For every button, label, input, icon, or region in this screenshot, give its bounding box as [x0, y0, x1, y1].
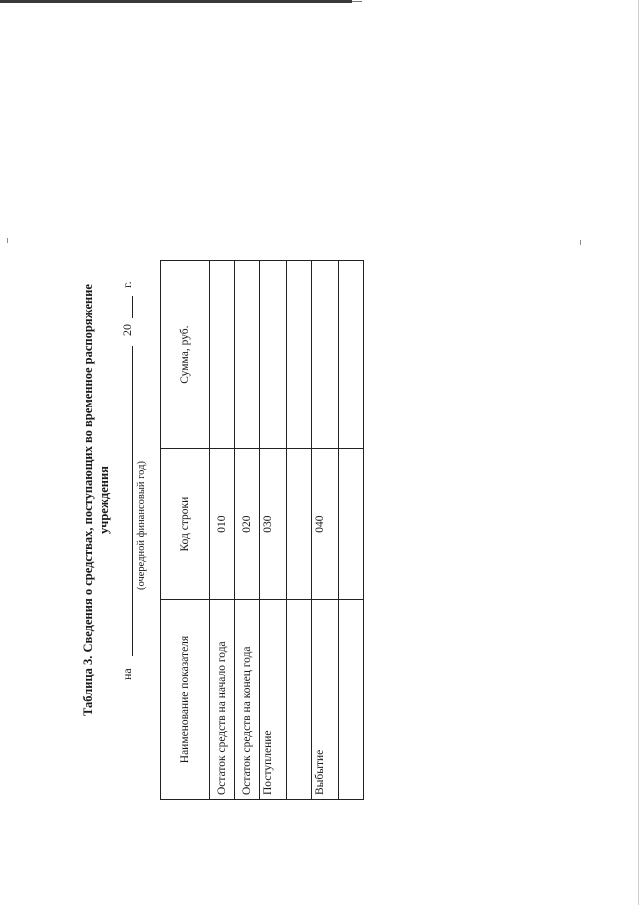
row-code: 010 — [210, 449, 235, 600]
row-amount — [339, 261, 364, 449]
row-code: 020 — [235, 449, 260, 600]
row-code: 040 — [312, 449, 339, 600]
table-row — [312, 261, 339, 800]
table-row — [235, 261, 260, 800]
row-name — [339, 600, 364, 800]
funds-table — [160, 260, 364, 800]
row-name: Остаток средств на начало года — [210, 600, 235, 800]
row-amount — [235, 261, 260, 449]
scan-edge-line — [352, 1, 362, 2]
year-underline — [132, 296, 133, 318]
header-indicator: Наименование показателя — [161, 600, 210, 800]
row-amount — [312, 261, 339, 449]
scan-speck — [7, 238, 8, 243]
table-row — [339, 261, 364, 800]
row-amount — [260, 261, 287, 449]
row-name: Выбытие — [312, 600, 339, 800]
scan-page-border — [638, 0, 639, 905]
period-prefix: на — [120, 668, 134, 680]
row-amount — [287, 261, 312, 449]
year-suffix: г. — [120, 281, 134, 288]
title-line-2: учреждения — [97, 466, 111, 534]
document-title — [80, 240, 112, 760]
table-row — [260, 261, 287, 800]
table-header-row — [161, 261, 210, 800]
row-code — [287, 449, 312, 600]
title-line-1: Таблица 3. Сведения о средствах, поступающих во временное распоряжение — [81, 284, 95, 716]
row-amount — [210, 261, 235, 449]
scan-speck — [580, 240, 581, 245]
scan-edge-line — [0, 0, 352, 3]
row-name: Поступление — [260, 600, 287, 800]
row-code — [339, 449, 364, 600]
row-name: Остаток средств на конец года — [235, 600, 260, 800]
table-row — [210, 261, 235, 800]
header-code: Код строки — [161, 449, 210, 600]
period-underline — [132, 346, 133, 656]
rotated-page — [80, 100, 400, 860]
table-row — [287, 261, 312, 800]
document-sheet — [80, 100, 400, 860]
period-field — [120, 260, 154, 680]
row-code: 030 — [260, 449, 287, 600]
year-prefix: 20 — [120, 324, 134, 336]
period-caption: (очередной финансовый год) — [136, 461, 147, 590]
header-amount: Сумма, руб. — [161, 261, 210, 449]
row-name — [287, 600, 312, 800]
